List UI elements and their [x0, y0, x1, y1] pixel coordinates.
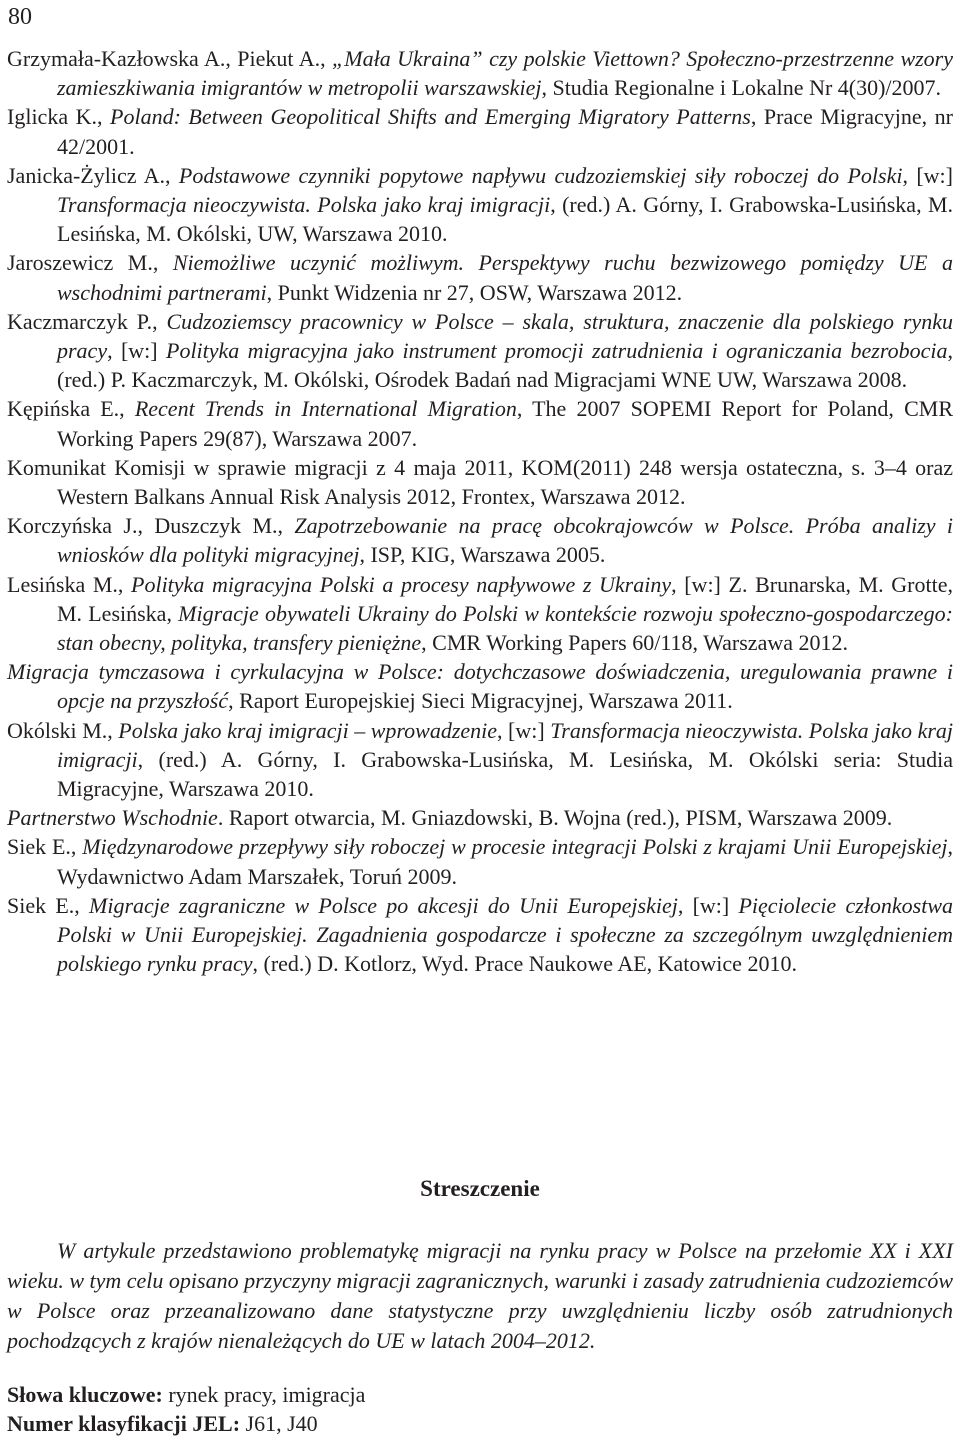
reference-text: , [w:] — [902, 162, 953, 188]
reference-title: Polityka migracyjna Polski a procesy napływowe z Ukrainy — [131, 571, 672, 597]
reference-title: Cudzoziemscy pracownicy w Polsce – skala, struktura, znaczenie dla polskiego rynku pracy — [57, 308, 953, 364]
reference-text: Jaroszewicz M., — [7, 250, 173, 276]
reference-text: Okólski M., — [7, 717, 119, 743]
reference-entry — [7, 570, 953, 658]
reference-title: Migracje obywateli Ukrainy do Polski w kontekście rozwoju społeczno-gospodarczego: stan obecny, polityka, transfery pieniężne — [57, 600, 954, 656]
reference-title: Podstawowe czynniki popytowe napływu cudzoziemskiej siły roboczej do Polski — [178, 162, 903, 188]
reference-list — [7, 44, 953, 979]
reference-text: , [w:] — [677, 892, 739, 918]
page-number: 80 — [8, 4, 32, 30]
reference-text: Grzymała-Kazłowska A., Piekut A., — [7, 46, 333, 71]
jel-line — [7, 1409, 953, 1439]
reference-text: Kaczmarczyk P., — [7, 308, 167, 334]
reference-text: Komunikat Komisji w sprawie migracji z 4 maja 2011, KOM(2011) 248 wersja ostateczna, s. 3–4 oraz Western Balkans Annual Risk Analysis 2012, Frontex, Warszawa 2012. — [7, 454, 953, 510]
reference-title: Zapotrzebowanie na pracę obcokrajowców w Polsce. Próba analizy i wniosków dla polityki migracyjnej — [57, 513, 954, 568]
reference-text: . Raport otwarcia, M. Gniazdowski, B. Wojna (red.), PISM, Warszawa 2009. — [217, 805, 893, 831]
reference-title: Recent Trends in International Migration — [134, 396, 517, 422]
keywords-value: rynek pracy, imigracja — [162, 1382, 366, 1407]
keywords-label: Słowa kluczowe: — [7, 1382, 163, 1407]
reference-entry — [7, 307, 953, 395]
reference-entry — [7, 716, 953, 804]
summary-text: W artykule przedstawiono problematykę migracji na rynku pracy w Polsce na przełomie XX i XXI wieku. w tym celu opisano przyczyny migracji zagranicznych, warunki i zasady zatrudnienia cudzoziemców w Polsce oraz przeanalizowano dane statystyczne przy uwzględnieniu liczby osób zatrudnionych pochodzących z krajów nienależących do UE w latach 2004–2012. — [7, 1238, 953, 1353]
reference-text: , Studia Regionalne i Lokalne Nr 4(30)/2007. — [541, 75, 942, 101]
reference-entry — [7, 102, 953, 160]
reference-title: Polska jako kraj imigracji – wprowadzenie — [118, 717, 498, 743]
reference-title: Transformacja nieoczywista. Polska jako kraj imigracji — [57, 192, 551, 218]
reference-text: , CMR Working Papers 60/118, Warszawa 2012. — [421, 630, 848, 656]
reference-text: Iglicka K., — [7, 104, 111, 130]
reference-text: Siek E., — [7, 892, 90, 918]
reference-title: Polityka migracyjna jako instrument promocji zatrudnienia i ograniczania bezrobocia — [166, 338, 948, 364]
reference-entry — [7, 44, 953, 102]
reference-text: Lesińska M., — [7, 571, 132, 597]
reference-text: Janicka-Żylicz A., — [7, 162, 179, 188]
reference-text: , (red.) D. Kotlorz, Wyd. Prace Naukowe AE, Katowice 2010. — [252, 951, 797, 977]
reference-text: , ISP, KIG, Warszawa 2005. — [359, 542, 606, 568]
reference-entry — [7, 891, 953, 979]
reference-text: Korczyńska J., Duszczyk M., — [7, 513, 295, 539]
reference-entry — [7, 832, 953, 890]
reference-entry — [7, 161, 953, 249]
reference-text: , Prace Migracyjne, nr 42/2001. — [57, 104, 954, 159]
reference-text: , [w:] Z. Brunarska, M. Grotte, M. Lesińska, — [57, 571, 953, 626]
reference-entry — [7, 453, 953, 511]
jel-value: J61, J40 — [240, 1411, 318, 1436]
reference-entry — [7, 657, 953, 715]
keywords-line — [7, 1380, 953, 1410]
reference-text: Kępińska E., — [7, 396, 135, 422]
reference-title: Partnerstwo Wschodnie — [7, 805, 218, 831]
jel-label: Numer klasyfikacji JEL: — [7, 1411, 241, 1436]
reference-title: Międzynarodowe przepływy siły roboczej w procesie integracji Polski z krajami Unii Europejskiej — [82, 834, 948, 860]
reference-entry — [7, 394, 953, 452]
reference-title: Pięciolecie członkostwa Polski w Unii Europejskiej. Zagadnienia gospodarcze i społeczne za szczególnym uwzględnieniem polskiego rynku pracy — [57, 892, 953, 977]
reference-title: Migracja tymczasowa i cyrkulacyjna w Polsce: dotychczasowe doświadczenia, uregulowania prawne i opcje na przyszłość — [7, 659, 953, 714]
reference-entry — [7, 803, 953, 832]
reference-title: Poland: Between Geopolitical Shifts and Emerging Migratory Patterns — [110, 104, 751, 130]
reference-entry — [7, 248, 953, 306]
reference-title: Transformacja nieoczywista. Polska jako kraj imigracji — [57, 717, 954, 772]
summary-heading: Streszczenie — [420, 1176, 540, 1201]
reference-title: Migracje zagraniczne w Polsce po akcesji do Unii Europejskiej — [89, 892, 678, 918]
reference-text: , Punkt Widzenia nr 27, OSW, Warszawa 2012. — [266, 279, 683, 305]
reference-text: , Raport Europejskiej Sieci Migracyjnej, Warszawa 2011. — [228, 688, 733, 714]
reference-text: , (red.) A. Górny, I. Grabowska-Lusińska, M. Lesińska, M. Okólski seria: Studia Migracyjne, Warszawa 2010. — [57, 746, 953, 802]
reference-text: , The 2007 SOPEMI Report for Poland, CMR Working Papers 29(87), Warszawa 2007. — [57, 396, 953, 451]
reference-entry — [7, 511, 953, 569]
reference-title: Niemożliwe uczynić możliwym. Perspektywy ruchu bezwizowego pomiędzy UE a wschodnimi partnerami — [57, 250, 953, 305]
reference-text: Siek E., — [7, 834, 83, 860]
reference-text: , (red.) A. Górny, I. Grabowska-Lusińska, M. Lesińska, M. Okólski, UW, Warszawa 2010. — [57, 192, 954, 247]
reference-title: „Mała Ukraina” czy polskie Viettown? Społeczno-przestrzenne wzory zamieszkiwania imigrantów w metropolii warszawskiej — [57, 46, 953, 101]
reference-text: , [w:] — [497, 717, 551, 743]
reference-text: , (red.) P. Kaczmarczyk, M. Okólski, Ośrodek Badań nad Migracjami WNE UW, Warszawa 2008. — [57, 338, 953, 393]
reference-text: , Wydawnictwo Adam Marszałek, Toruń 2009. — [57, 834, 953, 889]
reference-text: , [w:] — [107, 338, 166, 364]
